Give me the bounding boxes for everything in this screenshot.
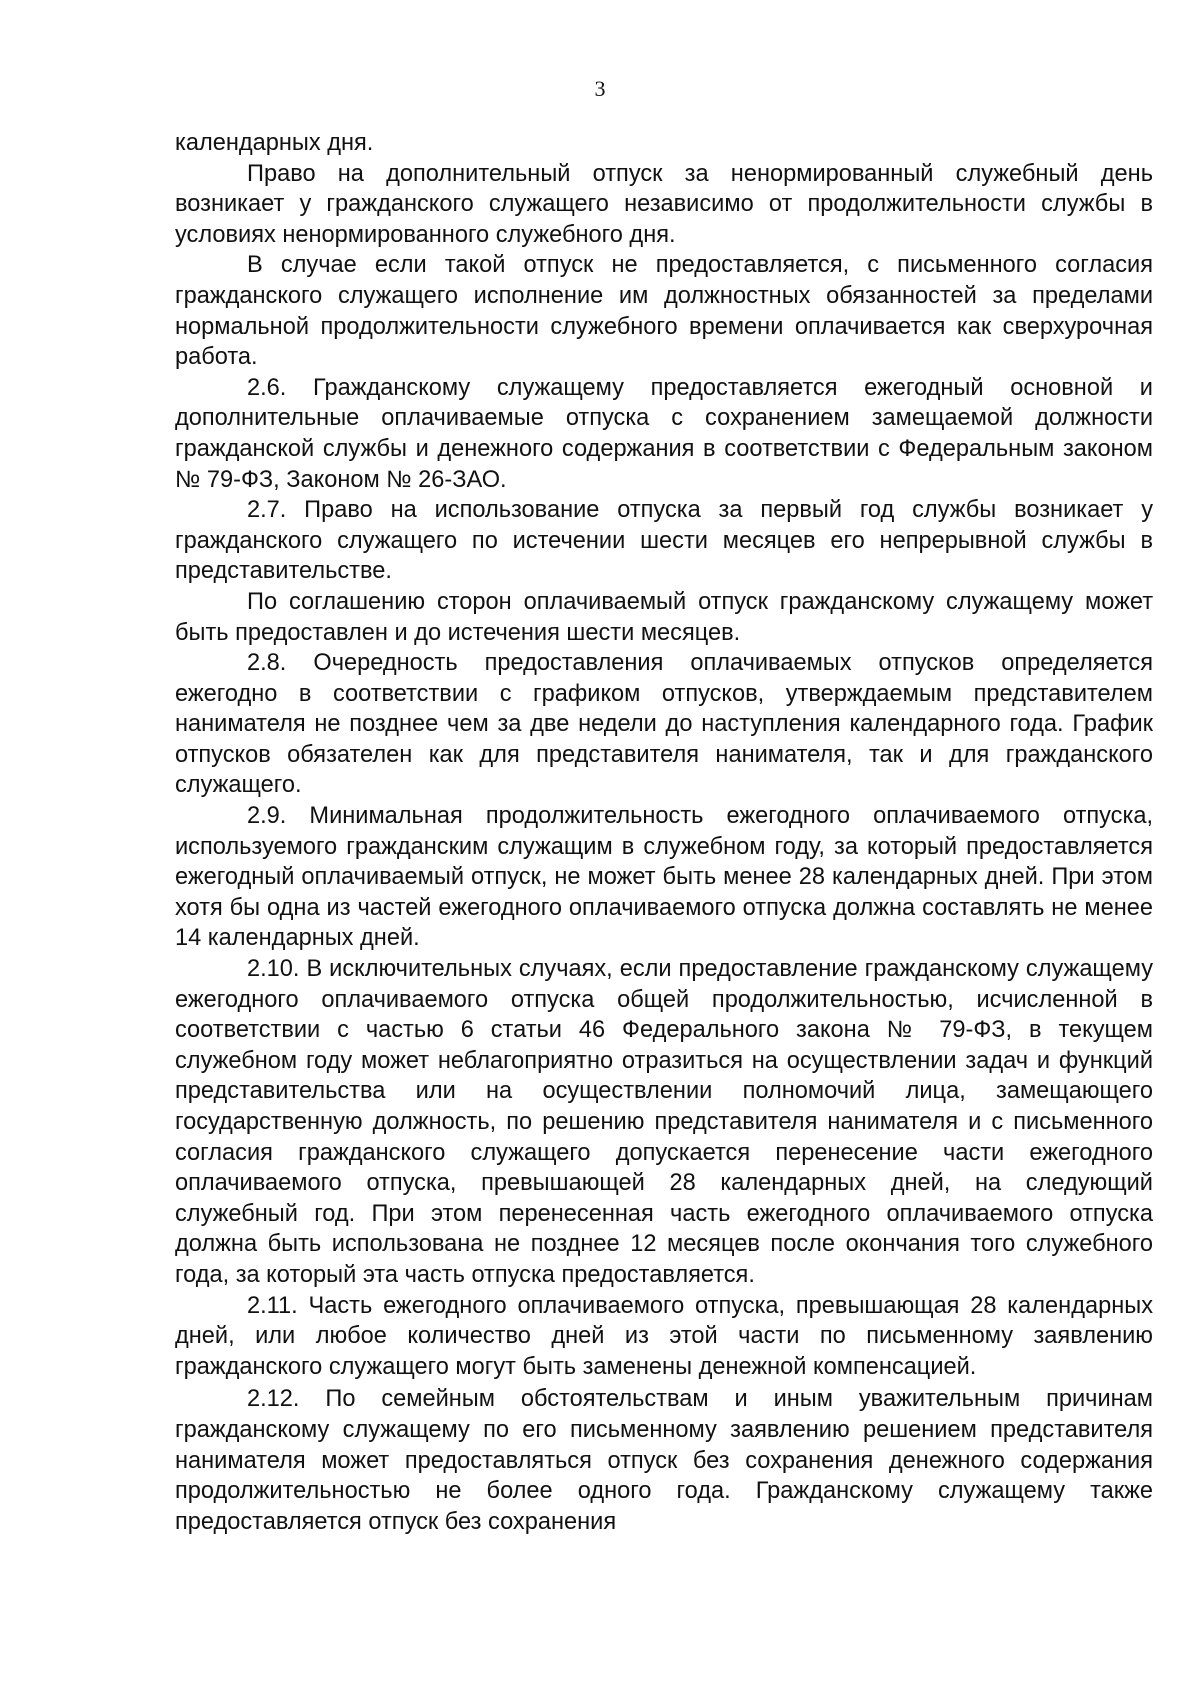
paragraph-2-8: 2.8. Очередность предоставления оплачиваемых отпусков определяется ежегодно в соответствии с графиком отпусков, утверждаемым представителем нанимателя не позднее чем за две недели до наступления календарного года. График отпусков обязателен как для представителя нанимателя, так и для гражданского служащего.: [175, 650, 1153, 799]
paragraph-early-leave-agreement: По соглашению сторон оплачиваемый отпуск гражданскому служащему может быть предоставлен и до истечения шести месяцев.: [175, 588, 1153, 646]
paragraph-2-7: 2.7. Право на использование отпуска за первый год службы возникает у гражданского служащего по истечении шести месяцев его непрерывной службы в представительстве.: [175, 497, 1153, 585]
paragraph-extra-leave-right: Право на дополнительный отпуск за ненормированный служебный день возникает у гражданского служащего независимо от продолжительности службы в условиях ненормированного служебного дня.: [175, 160, 1153, 248]
paragraph-continuation: календарных дня.: [175, 130, 374, 156]
paragraph-2-6: 2.6. Гражданскому служащему предоставляется ежегодный основной и дополнительные оплачиваемые отпуска с сохранением замещаемой должности гражданской службы и денежного содержания в соответствии с Федеральным законом № 79-ФЗ, Законом № 26-ЗАО.: [175, 374, 1153, 493]
paragraph-2-11: 2.11. Часть ежегодного оплачиваемого отпуска, превышающая 28 календарных дней, или любое количество дней из этой части по письменному заявлению гражданского служащего могут быть заменены денежной компенсацией.: [175, 1292, 1153, 1380]
paragraph-overtime-payment: В случае если такой отпуск не предоставляется, с письменного согласия гражданского служащего исполнение им должностных обязанностей за пределами нормальной продолжительности служебного времени оплачивается как сверхурочная работа.: [175, 252, 1153, 371]
page-number: 3: [594, 76, 606, 101]
document-body: [175, 128, 1153, 1537]
paragraph-2-10: 2.10. В исключительных случаях, если предоставление гражданскому служащему ежегодного оплачиваемого отпуска общей продолжительностью, исчисленной в соответствии с частью 6 статьи 46 Федерального закона № 79-ФЗ, в текущем служебном году может неблагоприятно отразиться на осуществлении задач и функций представительства или на осуществлении полномочий лица, замещающего государственную должность, по решению представителя нанимателя и с письменного согласия гражданского служащего допускается перенесение части ежегодного оплачиваемого отпуска, превышающей 28 календарных дней, на следующий служебный год. При этом перенесенная часть ежегодного оплачиваемого отпуска должна быть использована не позднее 12 месяцев после окончания того служебного года, за который эта часть отпуска предоставляется.: [175, 956, 1153, 1288]
paragraph-2-9: 2.9. Минимальная продолжительность ежегодного оплачиваемого отпуска, используемого гражданским служащим в служебном году, за который предоставляется ежегодный оплачиваемый отпуск, не может быть менее 28 календарных дней. При этом хотя бы одна из частей ежегодного оплачиваемого отпуска должна составлять не менее 14 календарных дней.: [175, 803, 1153, 952]
paragraph-2-12: 2.12. По семейным обстоятельствам и иным уважительным причинам гражданскому служащему по его письменному заявлению решением представителя нанимателя может предоставляться отпуск без сохранения денежного содержания продолжительностью не более одного года. Гражданскому служащему также предоставляется отпуск без сохранения: [175, 1386, 1153, 1535]
